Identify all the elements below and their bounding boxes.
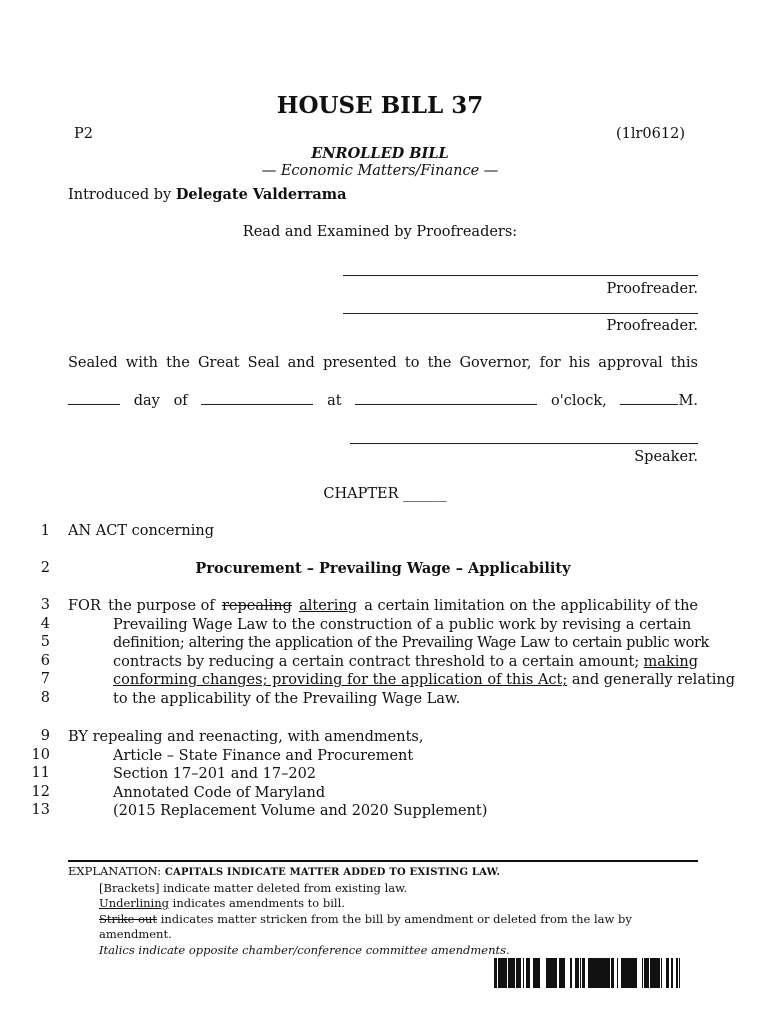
meridiem-blank [620, 392, 678, 405]
barcode-bar [611, 958, 614, 988]
date-time-line [68, 392, 698, 409]
line-number: 7 [40, 671, 50, 688]
barcode-bar [526, 958, 528, 988]
oclock-word: o'clock, [551, 393, 607, 409]
barcode-bar [519, 958, 521, 988]
barcode-bar [601, 958, 604, 988]
line-number: 3 [40, 597, 50, 613]
barcode-bar [621, 958, 623, 988]
barcode-bar [508, 958, 510, 988]
barcode-bar [559, 958, 561, 988]
barcode-bar [571, 958, 572, 988]
line-number: 9 [40, 728, 50, 744]
introduced-by [68, 186, 347, 203]
barcode-bar [654, 958, 655, 988]
barcode-bar [591, 958, 592, 988]
purpose-line-4: Prevailing Wage Law to the construction of a public work by revising a certain [113, 616, 692, 633]
explanation-strike-cont: amendment. [99, 927, 172, 941]
proofreader-1-label: Proofreader. [606, 281, 698, 297]
sealed-word: his [568, 355, 591, 371]
barcode-bar [595, 958, 596, 988]
sealed-word: Great [197, 355, 240, 371]
barcode-bar [661, 958, 662, 988]
barcode-bar [553, 958, 555, 988]
proofreader-2-line [343, 313, 698, 314]
barcode-bar [644, 958, 646, 988]
purpose-line-7 [68, 671, 736, 690]
inserted-altering: altering [299, 598, 357, 614]
day-word: day [133, 393, 160, 409]
line-number: 11 [31, 765, 50, 782]
underlining-rest: indicates amendments to bill. [172, 896, 345, 910]
brackets-rest: indicate matter deleted from existing law. [163, 880, 408, 895]
barcode-bar [671, 958, 672, 988]
barcode-bar [555, 958, 557, 988]
barcode-bar [658, 958, 660, 988]
explanation-underlining [68, 896, 708, 912]
barcode-bar [582, 958, 583, 988]
by-line-10: Article – State Finance and Procurement [113, 747, 414, 764]
explanation-rule [68, 860, 698, 862]
sealed-word: and [287, 355, 315, 371]
barcode-bar [607, 958, 610, 988]
line-number: 6 [40, 652, 50, 669]
barcode-bar [534, 958, 535, 988]
by-line-13: (2015 Replacement Volume and 2020 Supplement) [113, 803, 488, 820]
barcode-bar [672, 958, 673, 988]
barcode-bar [597, 958, 600, 988]
barcode-bar [570, 958, 571, 988]
chapter-label: CHAPTER ______ [323, 486, 447, 502]
barcode-bar [506, 958, 507, 988]
line-number: 4 [40, 615, 50, 632]
sealed-word: presented [322, 355, 397, 371]
barcode-bar [626, 958, 627, 988]
session-code: P2 [74, 126, 93, 142]
explanation-strike [68, 912, 708, 928]
barcode-bar [647, 958, 648, 988]
barcode-bar [646, 958, 647, 988]
line-number: 2 [40, 560, 50, 576]
barcode-bar [576, 958, 577, 988]
barcode-bar [617, 958, 618, 988]
an-act-line: AN ACT concerning [68, 523, 215, 539]
barcode-bar [594, 958, 595, 988]
barcode-bar [548, 958, 549, 988]
barcode-bar [650, 958, 651, 988]
purpose-line-5: definition; altering the application of the Prevailing Wage Law to certain public work [113, 635, 709, 652]
purpose-line-6-a: contracts by reducing a certain contract threshold to a certain amount; [113, 653, 640, 670]
barcode-bar [651, 958, 653, 988]
barcode-bar [564, 958, 565, 988]
barcode-bar [495, 958, 496, 988]
time-blank [355, 392, 537, 405]
barcode-bar [510, 958, 512, 988]
purpose-of: the purpose of [108, 598, 215, 614]
sealed-word: the [427, 355, 452, 371]
barcode-bar [676, 958, 678, 988]
proofreader-1-line [343, 275, 698, 276]
brackets-word: [Brackets] [99, 880, 160, 895]
inserted-conforming-changes: conforming changes; providing for the application of this Act; [113, 672, 568, 689]
purpose-paragraph [68, 597, 736, 709]
barcode-icon [494, 958, 680, 988]
barcode-bar [535, 958, 537, 988]
sealed-statement [68, 355, 698, 371]
barcode-bar [668, 958, 669, 988]
line-number: 10 [31, 746, 50, 763]
barcode-bar [583, 958, 584, 988]
barcode-bar [529, 958, 530, 988]
speaker-line [350, 443, 698, 444]
barcode-bar [498, 958, 500, 988]
month-blank [201, 392, 313, 405]
barcode-bar [504, 958, 506, 988]
barcode-bar [666, 958, 668, 988]
barcode-bar [588, 958, 591, 988]
introduced-prefix: Introduced by [68, 187, 172, 203]
read-examined-label: Read and Examined by Proofreaders: [242, 224, 518, 240]
barcode-bar [634, 958, 636, 988]
committee-label: — Economic Matters/Finance — [261, 163, 499, 179]
barcode-bar [500, 958, 503, 988]
barcode-bar [561, 958, 564, 988]
barcode-bar [549, 958, 550, 988]
line-number: 1 [40, 523, 50, 539]
barcode-bar [600, 958, 601, 988]
barcode-bar [496, 958, 497, 988]
line-number: 13 [31, 802, 50, 819]
line-number: 8 [40, 690, 50, 706]
strike-rest: indicates matter stricken from the bill by amendment or deleted from the law by [160, 911, 632, 926]
barcode-bar [627, 958, 630, 988]
barcode-bar [648, 958, 649, 988]
purpose-line-6 [68, 653, 698, 672]
barcode-bar [584, 958, 585, 988]
by-line-11: Section 17–201 and 17–202 [113, 766, 317, 783]
sealed-word: Sealed [68, 355, 118, 371]
explanation-italics: Italics indicate opposite chamber/conference committee amendments. [99, 942, 510, 957]
line-number: 12 [31, 783, 50, 800]
by-line-12: Annotated Code of Maryland [113, 784, 326, 801]
barcode-bar [655, 958, 658, 988]
barcode-bar [517, 958, 519, 988]
purpose-for: FOR [68, 598, 101, 614]
day-blank [68, 392, 120, 405]
struck-repealing: repealing [221, 598, 292, 614]
m-word: M. [678, 393, 698, 409]
barcode-bar [604, 958, 607, 988]
inserted-making: making [643, 653, 698, 670]
sealed-word: approval [598, 355, 663, 371]
sealed-word: Governor, [459, 355, 532, 371]
of-word: of [173, 393, 188, 409]
barcode-bar [494, 958, 495, 988]
by-clause [68, 728, 487, 821]
barcode-bar [632, 958, 634, 988]
barcode-bar [512, 958, 515, 988]
barcode-bar [577, 958, 578, 988]
bill-subject: Procurement – Prevailing Wage – Applicability [195, 560, 571, 577]
explanation-brackets [68, 881, 708, 897]
explanation-capitals: CAPITALS INDICATE MATTER ADDED TO EXISTING LAW. [164, 867, 501, 878]
barcode-bar [630, 958, 632, 988]
sealed-word: the [166, 355, 190, 371]
barcode-bar [528, 958, 529, 988]
barcode-bar [538, 958, 540, 988]
barcode-bar [580, 958, 581, 988]
barcode-bar [550, 958, 553, 988]
barcode-bar [596, 958, 597, 988]
purpose-line-8: to the applicability of the Prevailing Wage Law. [113, 690, 461, 707]
barcode-bar [636, 958, 637, 988]
explanation-label: EXPLANATION: [68, 864, 162, 878]
line-number: 5 [40, 634, 50, 651]
explanation-block [68, 864, 708, 958]
explanation-heading [68, 864, 708, 881]
purpose-line-7-b: and generally relating [571, 672, 736, 689]
sealed-word: with [125, 355, 158, 371]
barcode-bar [537, 958, 538, 988]
sealed-word: to [404, 355, 420, 371]
at-word: at [327, 393, 342, 409]
purpose-line-3-rest: a certain limitation on the applicability of the [364, 598, 698, 614]
speaker-label: Speaker. [634, 449, 698, 465]
barcode-bar [578, 958, 579, 988]
barcode-bar [592, 958, 594, 988]
barcode-bar [546, 958, 548, 988]
underlining-word: Underlining [99, 896, 169, 910]
barcode-bar [653, 958, 654, 988]
barcode-bar [523, 958, 524, 988]
barcode-bar [575, 958, 576, 988]
by-line-9: BY repealing and reenacting, with amendments, [68, 729, 424, 745]
barcode-bar [642, 958, 643, 988]
sealed-word: this [670, 355, 698, 371]
strike-word: Strike out [99, 911, 158, 926]
sealed-word: for [539, 355, 561, 371]
barcode-bar [623, 958, 626, 988]
barcode-bar [503, 958, 504, 988]
bill-title: HOUSE BILL 37 [276, 92, 484, 119]
sponsor-name: Delegate Valderrama [175, 186, 347, 203]
purpose-line-3 [68, 597, 698, 616]
sealed-word: Seal [247, 355, 280, 371]
barcode-bar [679, 958, 680, 988]
proofreader-2-label: Proofreader. [606, 318, 698, 334]
enrolled-label: ENROLLED BILL [311, 145, 449, 162]
barcode-bar [533, 958, 534, 988]
file-code: (1lr0612) [615, 126, 685, 142]
barcode-bar [516, 958, 517, 988]
